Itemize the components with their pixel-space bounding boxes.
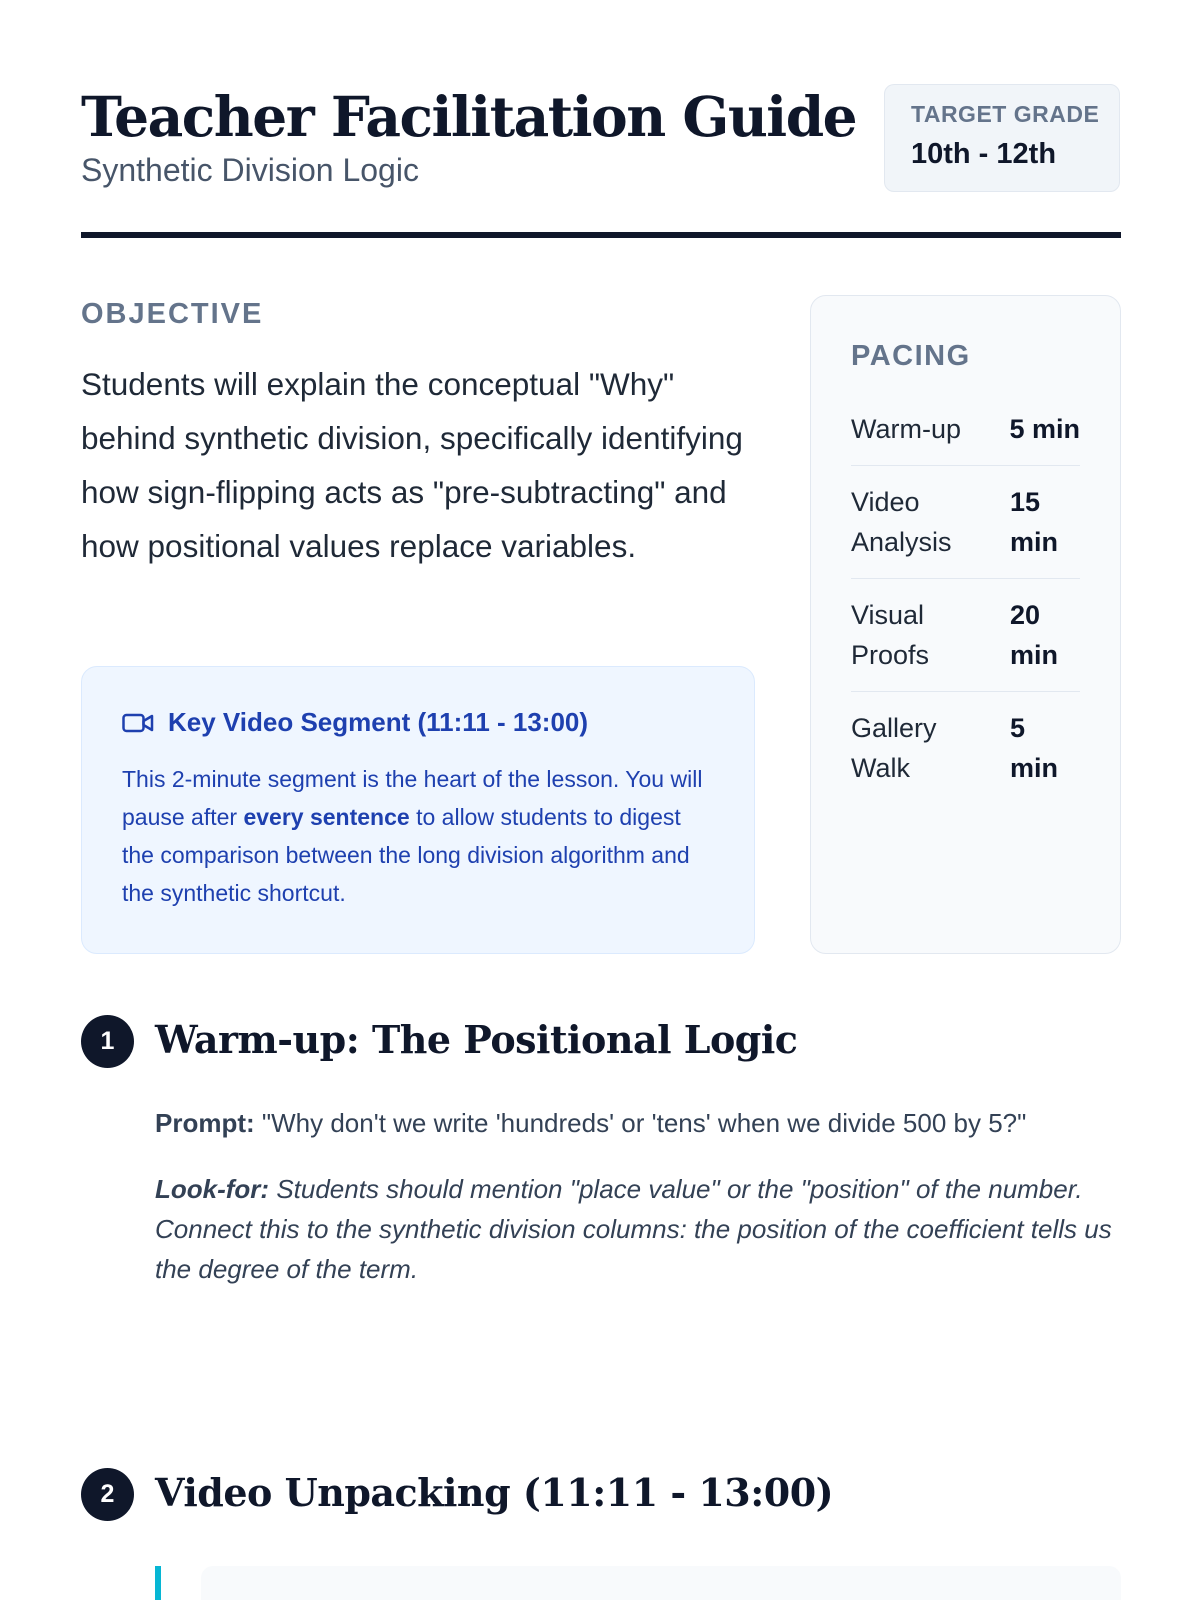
- callout-body-start: This 2-minute segment is the heart of the lesson. You will pause after: [122, 766, 703, 830]
- step-title: Warm-up: The Positional Logic: [155, 1017, 798, 1062]
- pacing-duration: 5 min: [1010, 713, 1059, 783]
- page-title: Teacher Facilitation Guide: [81, 84, 857, 149]
- callout-header: [122, 707, 714, 738]
- pacing-row: [851, 692, 1080, 804]
- accent-bar: [155, 1566, 161, 1600]
- prompt-paragraph: [155, 1103, 1121, 1143]
- target-grade-badge: [884, 84, 1120, 192]
- step-body: [155, 1103, 1121, 1289]
- step-number-badge: 1: [81, 1015, 134, 1068]
- step-number-badge: 2: [81, 1468, 134, 1521]
- callout-body: [122, 760, 714, 912]
- step-warm-up: [81, 1015, 1121, 1335]
- target-grade-value: 10th - 12th: [911, 138, 1057, 170]
- lookfor-text: Students should mention "place value" or the "position" of the number. Connect this to the synthetic division columns: the position of the coefficient tells us the degree of the term.: [155, 1174, 1112, 1284]
- pacing-activity: Visual Proofs: [851, 600, 930, 670]
- objective-section: [81, 298, 761, 573]
- pacing-title: PACING: [851, 340, 971, 372]
- facilitation-guide-page: [81, 0, 1121, 1600]
- key-video-callout: [81, 666, 755, 954]
- pacing-list: [851, 393, 1080, 804]
- callout-body-end: to allow students to digest the comparison between the long division algorithm and the synthetic shortcut.: [122, 804, 690, 906]
- pacing-duration: 20 min: [1010, 600, 1059, 670]
- pacing-card: [810, 295, 1121, 954]
- pacing-activity: Warm-up: [851, 414, 962, 444]
- page-subtitle: Synthetic Division Logic: [81, 152, 419, 188]
- callout-title: Key Video Segment (11:11 - 13:00): [168, 707, 589, 737]
- pacing-row: [851, 466, 1080, 579]
- header-divider: [81, 232, 1121, 238]
- pacing-activity: Video Analysis: [851, 487, 952, 557]
- video-camera-icon: [122, 712, 154, 734]
- objective-label: OBJECTIVE: [81, 298, 264, 330]
- pacing-row: [851, 579, 1080, 692]
- callout-body-emphasis: every sentence: [243, 804, 410, 830]
- pacing-activity: Gallery Walk: [851, 713, 937, 783]
- prompt-label: Prompt:: [155, 1108, 255, 1138]
- objective-text: Students will explain the conceptual "Why" behind synthetic division, specifically identifying how sign-flipping acts as "pre-subtracting" and how positional values replace variables.: [81, 366, 743, 564]
- target-grade-label: TARGET GRADE: [911, 101, 1100, 127]
- lookfor-label: Look-for:: [155, 1174, 270, 1204]
- step-video-unpacking: [81, 1468, 1121, 1600]
- pacing-duration: 15 min: [1010, 487, 1059, 557]
- prompt-text: "Why don't we write 'hundreds' or 'tens' when we divide 500 by 5?": [254, 1108, 1027, 1138]
- lookfor-paragraph: [155, 1169, 1121, 1289]
- pacing-row: [851, 393, 1080, 466]
- step-title: Video Unpacking (11:11 - 13:00): [155, 1470, 834, 1515]
- pacing-duration: 5 min: [1009, 414, 1080, 444]
- page-header: [81, 78, 1121, 238]
- video-unpacking-card: [201, 1566, 1121, 1600]
